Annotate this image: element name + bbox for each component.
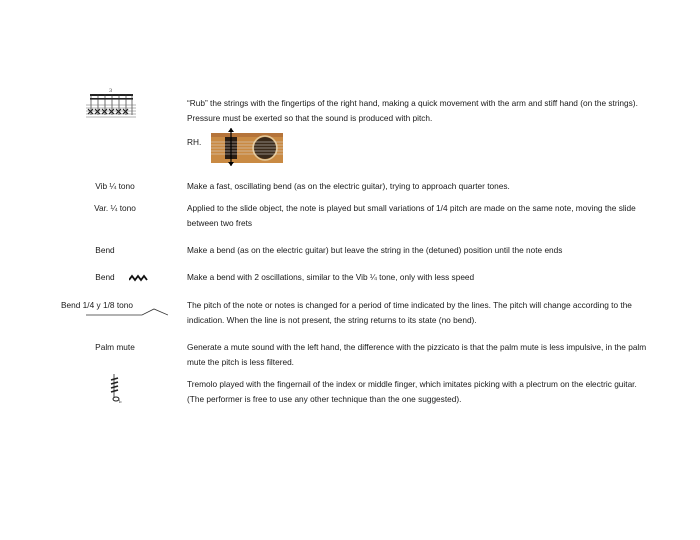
svg-text:b: b: [119, 399, 122, 404]
bend-line-icon: [86, 306, 168, 318]
vib-label: Vib ¼ tono: [95, 181, 135, 191]
tremolo-description: Tremolo played with the fingernail of the index or middle finger, which imitates picking with a plectrum on the electric guitar. (The performer is free to use any other technique than the one suggested).: [187, 379, 637, 404]
var-label: Var. ¼ tono: [94, 203, 136, 213]
bend-quarter-description: The pitch of the note or notes is changed for a period of time indicated by the lines. The pitch will change according to the indication. When the line is not present, the string returns to its state (no bend).: [187, 300, 632, 325]
bend-label: Bend: [95, 245, 115, 255]
vib-description: Make a fast, oscillating bend (as on the electric guitar), trying to approach quarter tones.: [187, 181, 510, 191]
staff-notation-icon: [86, 87, 136, 125]
tremolo-note-icon: [110, 374, 124, 404]
var-description: Applied to the slide object, the note is played but small variations of 1/4 pitch are made on the same note, moving the slide between two frets: [187, 203, 636, 228]
palm-mute-label: Palm mute: [95, 342, 135, 352]
guitar-photo-icon: [211, 128, 283, 166]
bend-oscillation-label: Bend: [95, 272, 115, 282]
bend-description: Make a bend (as on the electric guitar) but leave the string in the (detuned) position until the note ends: [187, 245, 563, 255]
bend-oscillation-description: Make a bend with 2 oscillations, similar to the Vib ¼ tone, only with less speed: [187, 272, 475, 282]
rh-label: RH.: [187, 137, 202, 147]
palm-mute-description: Generate a mute sound with the left hand, the difference with the pizzicato is that the palm mute is less impulsive, in the palm mute the pitch is less filtered.: [187, 342, 647, 367]
bend-quarter-label: Bend 1/4 y 1/8 tono: [61, 300, 133, 310]
svg-text:3: 3: [109, 88, 113, 94]
zigzag-icon: [129, 274, 149, 282]
rub-description: “Rub” the strings with the fingertips of the right hand, making a quick movement with the arm and stiff hand (on the strings). Pressure must be exerted so that the sound is produced with pitch.: [187, 98, 638, 123]
